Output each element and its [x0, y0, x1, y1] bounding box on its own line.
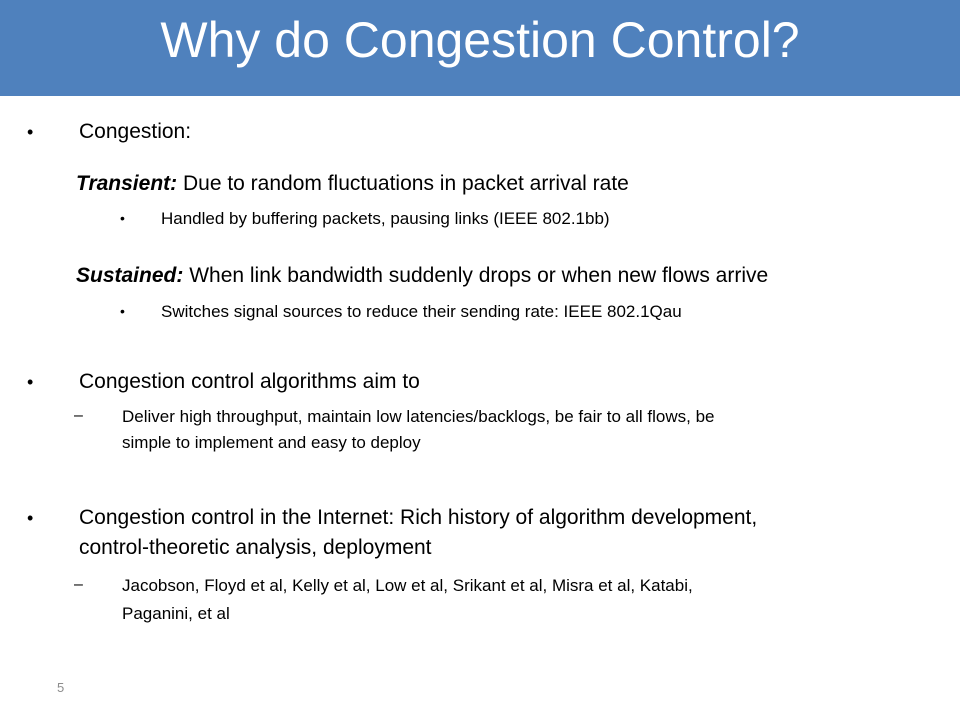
bullet-marker: • [27, 122, 34, 142]
transient-subpoint: Handled by buffering packets, pausing links (IEEE 802.1bb) [161, 209, 610, 228]
sustained-text: When link bandwidth suddenly drops or when new flows arrive [183, 264, 769, 287]
bullet-marker: • [27, 372, 34, 392]
bullet-algorithms-aim: Congestion control algorithms aim to [79, 370, 420, 393]
bullet-internet-line2: control-theoretic analysis, deployment [79, 536, 432, 559]
transient-text: Due to random fluctuations in packet arrival rate [177, 172, 629, 195]
sub-bullet-marker: • [120, 210, 125, 226]
bullet-internet-line1: Congestion control in the Internet: Rich history of algorithm development, [79, 506, 758, 529]
page-number: 5 [57, 680, 65, 695]
researchers-line2: Paganini, et al [122, 604, 230, 623]
sub-bullet-marker: • [120, 303, 125, 319]
bullet-marker: • [27, 508, 34, 528]
sustained-subpoint: Switches signal sources to reduce their sending rate: IEEE 802.1Qau [161, 302, 682, 321]
dash-marker: – [74, 576, 83, 593]
dash-marker: – [74, 407, 83, 424]
researchers-line1: Jacobson, Floyd et al, Kelly et al, Low et al, Srikant et al, Misra et al, Katabi, [122, 576, 693, 595]
title-bar [0, 0, 960, 96]
slide-title: Why do Congestion Control? [160, 12, 800, 68]
sustained-label: Sustained: [76, 264, 184, 287]
algorithms-goals-line1: Deliver high throughput, maintain low latencies/backlogs, be fair to all flows, be [122, 407, 715, 426]
transient-line [76, 172, 629, 196]
bullet-congestion: Congestion: [79, 120, 192, 143]
transient-label: Transient: [76, 172, 178, 195]
algorithms-goals-line2: simple to implement and easy to deploy [122, 433, 421, 452]
sustained-line [76, 264, 768, 288]
